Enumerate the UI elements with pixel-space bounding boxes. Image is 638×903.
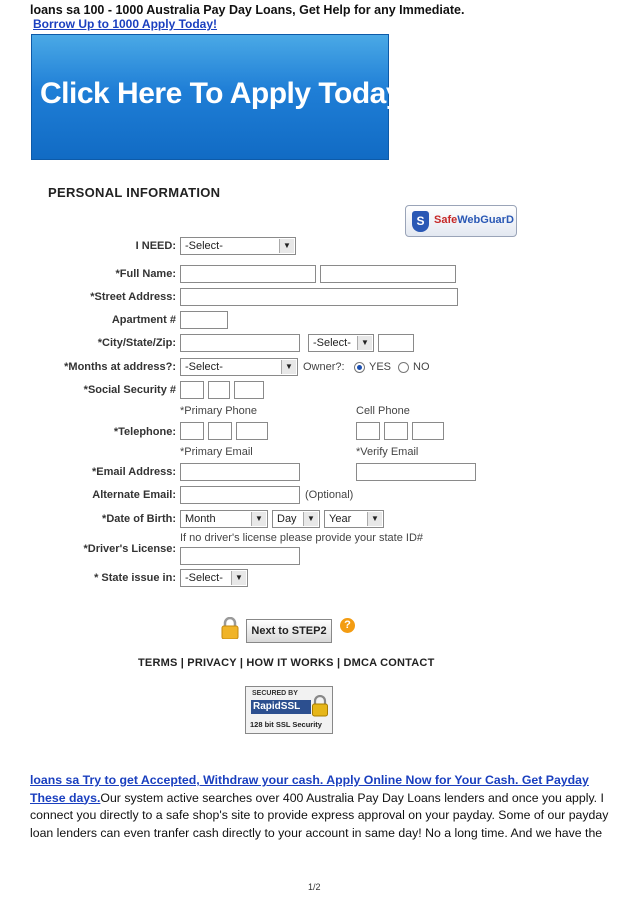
lock-icon (221, 617, 239, 639)
cell-phone-hint: Cell Phone (356, 405, 410, 417)
owner-no-label: NO (413, 361, 430, 373)
apply-banner-button[interactable] (31, 34, 403, 160)
shield-icon: S (412, 211, 429, 232)
borrow-link[interactable]: Borrow Up to 1000 Apply Today! (33, 17, 218, 31)
next-step-button[interactable]: Next to STEP2 (246, 619, 332, 643)
email-label: *Email Address: (92, 466, 176, 478)
dob-year-select[interactable]: Year ▼ (324, 510, 384, 528)
street-input[interactable] (180, 288, 458, 306)
email-input[interactable] (180, 463, 300, 481)
form-heading: PERSONAL INFORMATION (48, 185, 221, 200)
months-select[interactable]: -Select- ▼ (180, 358, 298, 376)
padlock-icon (312, 695, 328, 717)
owner-yes-radio[interactable] (354, 362, 365, 373)
cell-prefix-input[interactable] (384, 422, 408, 440)
license-label: *Driver's License: (83, 543, 176, 555)
verify-email-input[interactable] (356, 463, 476, 481)
zip-input[interactable] (378, 334, 414, 352)
owner-no-radio[interactable] (398, 362, 409, 373)
dropdown-arrow-icon: ▼ (231, 571, 246, 585)
optional-hint: (Optional) (305, 489, 354, 501)
phone-line-input[interactable] (236, 422, 268, 440)
dropdown-arrow-icon: ▼ (281, 360, 296, 374)
primary-phone-hint: *Primary Phone (180, 405, 258, 417)
license-input[interactable] (180, 547, 300, 565)
primary-email-hint: *Primary Email (180, 446, 253, 458)
apply-banner-label: Click Here To Apply Today (40, 77, 403, 110)
phone-area-input[interactable] (180, 422, 204, 440)
dob-day-select[interactable]: Day ▼ (272, 510, 320, 528)
alt-email-label: Alternate Email: (92, 489, 176, 501)
full-name-label: *Full Name: (115, 268, 176, 280)
ssn-part3-input[interactable] (234, 381, 264, 399)
months-label: *Months at address?: (64, 361, 176, 373)
article-link[interactable]: loans sa Try to get Accepted, Withdraw your cash. Apply Online Now for Your Cash. Get Payday These days. (30, 773, 589, 805)
article-paragraph (30, 772, 610, 842)
street-label: *Street Address: (90, 291, 176, 303)
ssn-part2-input[interactable] (208, 381, 230, 399)
dropdown-arrow-icon: ▼ (367, 512, 382, 526)
badge-text: SafeWebGuarD (434, 214, 514, 226)
ssn-label: *Social Security # (83, 384, 176, 396)
dropdown-arrow-icon: ▼ (303, 512, 318, 526)
dropdown-arrow-icon: ▼ (279, 239, 294, 253)
page-number: 1/2 (308, 882, 321, 892)
cell-line-input[interactable] (412, 422, 444, 440)
dob-month-select[interactable]: Month ▼ (180, 510, 268, 528)
telephone-label: *Telephone: (113, 426, 176, 438)
dropdown-arrow-icon: ▼ (357, 336, 372, 350)
state-issue-label: * State issue in: (94, 572, 176, 584)
cell-area-input[interactable] (356, 422, 380, 440)
license-note: If no driver's license please provide your state ID# (180, 532, 423, 544)
last-name-input[interactable] (320, 265, 456, 283)
phone-prefix-input[interactable] (208, 422, 232, 440)
apartment-input[interactable] (180, 311, 228, 329)
article-body: Our system active searches over 400 Australia Pay Day Loans lenders and once you apply. I connect you directly to a safe shop's site to provide express approval on your payday. Some of our payday loan lenders can even tranfer cash directly to your account in same day! No a long time. And we have the (30, 790, 609, 840)
need-label: I NEED: (135, 240, 176, 252)
verify-email-hint: *Verify Email (356, 446, 419, 458)
alt-email-input[interactable] (180, 486, 300, 504)
apartment-label: Apartment # (111, 314, 176, 326)
state-select[interactable]: -Select- ▼ (308, 334, 374, 352)
first-name-input[interactable] (180, 265, 316, 283)
owner-label: Owner?: (303, 361, 345, 373)
city-label: *City/State/Zip: (97, 337, 176, 349)
state-issue-select[interactable]: -Select- ▼ (180, 569, 248, 587)
rapidssl-badge: SECURED BY RapidSSL 128 bit SSL Security (245, 686, 333, 734)
safewebguard-badge (405, 205, 517, 237)
owner-yes-label: YES (369, 361, 392, 373)
help-icon[interactable]: ? (340, 618, 355, 633)
dropdown-arrow-icon: ▼ (251, 512, 266, 526)
dob-label: *Date of Birth: (102, 513, 176, 525)
ssn-part1-input[interactable] (180, 381, 204, 399)
city-input[interactable] (180, 334, 300, 352)
footer-links[interactable]: TERMS | PRIVACY | HOW IT WORKS | DMCA CONTACT (138, 657, 435, 669)
need-select[interactable]: -Select- ▼ (180, 237, 296, 255)
page-title: loans sa 100 - 1000 Australia Pay Day Loans, Get Help for any Immediate. (30, 3, 465, 17)
